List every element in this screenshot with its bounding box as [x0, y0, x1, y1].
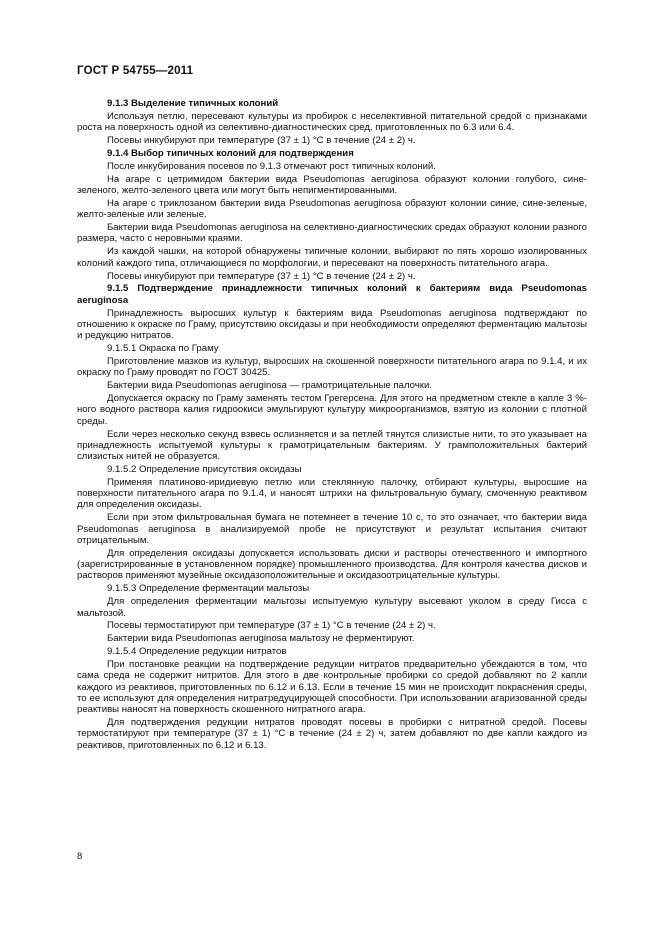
section-heading: 9.1.4 Выбор типичных колоний для подтверждения: [107, 147, 354, 159]
paragraph: Приготовление мазков из культур, выросших на скошенной поверхности питательного агара по 9.1.4, и их окраску по Граму проводят по ГОСТ 30425.: [77, 355, 587, 379]
paragraph: После инкубирования посевов по 9.1.3 отмечают рост типичных колоний.: [107, 160, 436, 172]
paragraph: Используя петлю, пересевают культуры из пробирок с неселективной питательной средой с признаками роста на поверхность одной из селективно-диагностических сред, приготовленных по 6.3 или 6.4.: [77, 110, 587, 134]
paragraph: Для определения ферментации мальтозы испытуемую культуру высевают уколом в среду Гисса с мальтозой.: [77, 596, 587, 619]
paragraph: 9.1.5.1 Окраска по Граму: [107, 343, 219, 355]
paragraph: Если через несколько секунд взвесь ослизняется и за петлей тянутся слизистые нити, то это указывает на принадлежность испытуемой культуры к грамотрицательным бактериям. У грамположительных бактерий слизистых нитей не образуется.: [77, 428, 587, 463]
section-heading: 9.1.3 Выделение типичных колоний: [107, 98, 279, 109]
paragraph: Применяя платиново-иридиевую петлю или стеклянную палочку, отбирают культуры, выросшие на поверхности питательного агара по 9.1.4, и наносят штрихи на фильтровальную бумагу, смоченную реактивом для определения оксидазы.: [77, 476, 587, 511]
paragraph: На агаре с цетримидом бактерии вида Pseudomonas aeruginosa образуют колонии голубого, сине-зеленого, желто-зеленого цвета или могут быть непигментированными.: [77, 173, 587, 197]
page-number: 8: [77, 851, 83, 862]
section-heading: 9.1.5 Подтверждение принадлежности типичных колоний к бактериям вида Pseudomonas aeruginosa: [77, 283, 587, 306]
paragraph: Из каждой чашки, на которой обнаружены типичные колонии, выбирают по пять хорошо изолированных колоний каждого типа, отличающиеся по морфологии, и пересевают на поверхность питательного агара.: [77, 246, 587, 269]
paragraph: Посевы инкубируют при температуре (37 ± 1) °C в течение (24 ± 2) ч.: [107, 135, 416, 147]
paragraph: На агаре с триклозаном бактерии вида Pseudomonas aeruginosa образуют колонии синие, сине-зеленые, желто-зеленые или зеленые.: [77, 197, 587, 221]
paragraph: Для определения оксидазы допускается использовать диски и растворы отечественного и импортного (зарегистрированные в установленном порядке) промышленного производства. Для контроля качества дисков и растворов применяют музейные оксидазоположительные и оксидазоотрицательные культуры.: [77, 547, 587, 582]
document-body: [77, 98, 587, 753]
paragraph: 9.1.5.2 Определение присутствия оксидазы: [107, 464, 302, 475]
paragraph: 9.1.5.4 Определение редукции нитратов: [107, 646, 287, 658]
paragraph: 9.1.5.3 Определение ферментации мальтозы: [107, 583, 310, 595]
paragraph: При постановке реакции на подтверждение редукции нитратов предварительно убеждаются в том, что сама среда не содержит нитритов. Для этого в две контрольные пробирки со средой добавляют по 2 капли каждого из реактивов, приготовленных по 6.12 и 6.13. Если в течение 15 мин не происходит покраснения среды, то ее используют для определения нитратредуцирующей способности. При использовании агаризованной среды реактивы наносят на поверхность скошенного нитратного агара.: [77, 659, 587, 716]
paragraph: Бактерии вида Pseudomonas aeruginosa на селективно-диагностических средах образуют колонии разного размера, часто с неровными краями.: [77, 222, 587, 245]
paragraph: Если при этом фильтровальная бумага не потемнеет в течение 10 с, то это означает, что бактерии вида Pseudomonas aeruginosa в анализируемой пробе не присутствуют и результат испытания считают отрицательным.: [77, 512, 587, 546]
paragraph: Посевы термостатируют при температуре (37 ± 1) °C в течение (24 ± 2) ч.: [107, 620, 436, 632]
paragraph: Посевы инкубируют при температуре (37 ± 1) °C в течение (24 ± 2) ч.: [107, 270, 416, 282]
document-header: ГОСТ Р 54755—2011: [77, 65, 194, 77]
paragraph: Принадлежность выросших культур к бактериям вида Pseudomonas aeruginosa подтверждают по отношению к окраске по Граму, присутствию оксидазы и при необходимости определяют ферментацию мальтозы и редукцию нитратов.: [77, 307, 587, 342]
paragraph: Бактерии вида Pseudomonas aeruginosa — грамотрицательные палочки.: [107, 380, 433, 392]
paragraph: Бактерии вида Pseudomonas aeruginosa мальтозу не ферментируют.: [107, 633, 415, 645]
paragraph: Для подтверждения редукции нитратов проводят посевы в пробирки с нитратной средой. Посевы термостатируют при температуре (37 ± 1) °C в течение (24 ± 2) ч, затем добавляют по две капли каждого из реактивов, приготовленных по 6.12 и 6.13.: [77, 717, 587, 751]
paragraph: Допускается окраску по Граму заменять тестом Грегерсена. Для этого на предметном стекле в капле 3 %-ного водного раствора калия гидроокиси эмульгируют культуру микроорганизмов, взятую из колонии с плотной среды.: [77, 393, 587, 427]
